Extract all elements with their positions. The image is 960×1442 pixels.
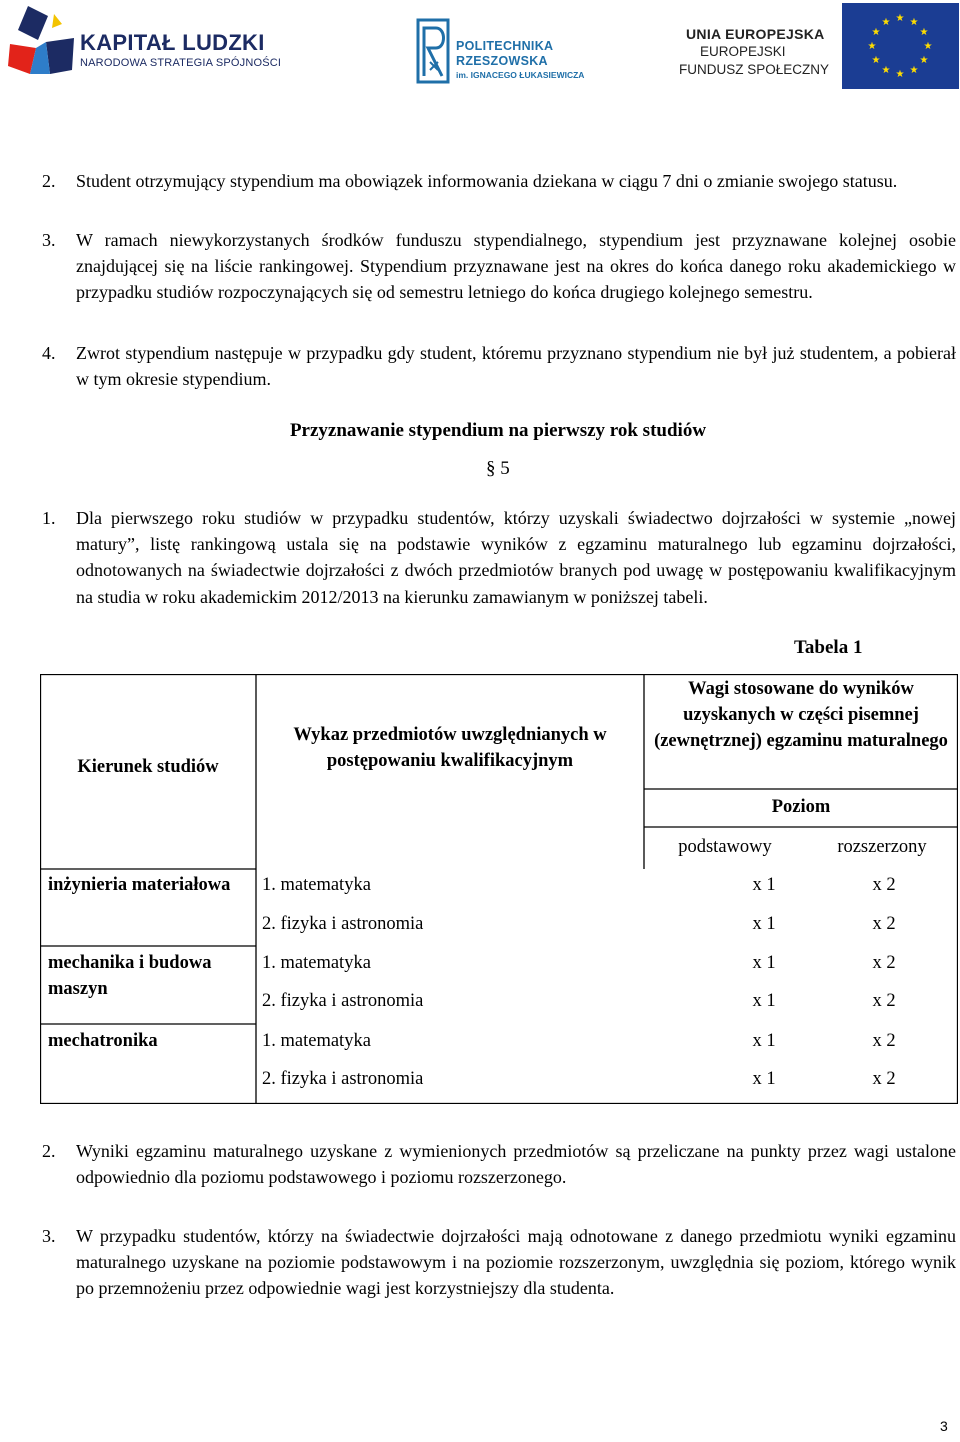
table-row-basic: x 1: [752, 953, 776, 973]
svg-text:★: ★: [923, 41, 933, 52]
table-row-extended: x 2: [872, 875, 896, 895]
table-row-field: mechanika i budowa maszyn: [48, 953, 212, 999]
table-row-extended: x 2: [872, 1031, 896, 1051]
kapital-ludzki-subtitle: NARODOWA STRATEGIA SPÓJNOŚCI: [80, 57, 282, 69]
kapital-ludzki-name: KAPITAŁ LUDZKI: [80, 30, 265, 55]
table-row-subject: 2. fizyka i astronomia: [262, 991, 424, 1011]
header-weights: Wagi stosowane do wyników uzyskanych w części pisemnej (zewnętrznej) egzaminu maturalnego: [654, 679, 948, 751]
svg-text:★: ★: [871, 55, 881, 66]
paragraph-2: [42, 168, 956, 194]
paragraph-text: W ramach niewykorzystanych środków funduszu stypendialnego, stypendium jest przyznawane kolejnej osobie znajdującej się na liście rankingowej. Stypendium przyznawane jest na okres do końca danego roku akademickiego w przypadku studiów rozpoczynających się od semestru letniego do końca drugiego kolejnego semestru.: [76, 230, 956, 303]
table-row-field: mechatronika: [48, 1031, 158, 1051]
table-row-subject: 2. fizyka i astronomia: [262, 914, 424, 934]
paragraph-5-3: [42, 1223, 956, 1302]
table-row-extended: x 2: [872, 1069, 896, 1089]
table-row-field: inżynieria materiałowa: [48, 875, 231, 895]
paragraph-5-1: [42, 505, 956, 610]
page-number: 3: [940, 1418, 948, 1434]
svg-text:★: ★: [909, 17, 919, 28]
paragraph-3: [42, 227, 956, 306]
table-label: Tabela 1: [794, 637, 863, 658]
paragraph-number: 3.: [42, 230, 56, 250]
section-heading: Przyznawanie stypendium na pierwszy rok studiów: [289, 420, 707, 441]
table-row-extended: x 2: [872, 953, 896, 973]
paragraph-number: 2.: [42, 1141, 56, 1161]
eu-flag-icon: [842, 3, 959, 89]
paragraph-number: 2.: [42, 171, 56, 191]
table-row-subject: 1. matematyka: [262, 953, 371, 973]
svg-text:★: ★: [871, 27, 881, 38]
svg-text:★: ★: [881, 65, 891, 76]
svg-text:★: ★: [895, 69, 905, 80]
paragraph-text: Zwrot stypendium następuje w przypadku gdy student, któremu przyznano stypendium nie był już studentem, a pobierał w tym okresie stypendium.: [76, 343, 956, 390]
table-row-basic: x 1: [752, 875, 776, 895]
paragraph-text: Wyniki egzaminu maturalnego uzyskane z wymienionych przedmiotów są przeliczane na punkty przez wagi ustalone odpowiednio dla poziomu podstawowego i poziomu rozszerzonego.: [76, 1141, 956, 1188]
header-extended: rozszerzony: [837, 837, 927, 857]
paragraph-number: 4.: [42, 343, 56, 363]
paragraph-number: 1.: [42, 508, 56, 528]
paragraph-4: [42, 340, 956, 392]
header-level: Poziom: [771, 797, 831, 817]
table-row-basic: x 1: [752, 914, 776, 934]
svg-text:★: ★: [919, 55, 929, 66]
paragraph-text: Dla pierwszego roku studiów w przypadku studentów, którzy uzyskali świadectwo dojrzałości w systemie „nowej matury”, listę rankingową ustala się na podstawie wyników z egzaminu maturalnego lub egzaminu dojrzałości, odnotowanych na świadectwie dojrzałości z dwóch przedmiotów branych pod uwagę w postępowaniu kwalifikacyjnym na studia w roku akademickim 2012/2013 na kierunku zamawianym w poniższej tabeli.: [76, 508, 956, 607]
svg-text:★: ★: [867, 41, 877, 52]
ue-line-3: FUNDUSZ SPOŁECZNY: [679, 62, 830, 77]
svg-text:★: ★: [895, 13, 905, 24]
paragraph-mark: § 5: [486, 458, 510, 479]
table-row-basic: x 1: [752, 1031, 776, 1051]
svg-text:★: ★: [909, 65, 919, 76]
paragraph-text: W przypadku studentów, którzy na świadectwie dojrzałości mają odnotowane z danego przedmiotu wyniki egzaminu maturalnego uzyskane na poziomie podstawowym i na poziomie rozszerzonym, uwzględnia się poziom, którego wynik po przemnożeniu przez odpowiednie wagi jest korzystniejszy dla studenta.: [76, 1226, 956, 1299]
header-subjects: Wykaz przedmiotów uwzględnianych w postępowaniu kwalifikacyjnym: [293, 725, 607, 771]
table-row-basic: x 1: [752, 991, 776, 1011]
header-field: Kierunek studiów: [77, 757, 219, 777]
ue-line-1: UNIA EUROPEJSKA: [686, 26, 825, 42]
table-row-subject: 1. matematyka: [262, 875, 371, 895]
paragraph-number: 3.: [42, 1226, 56, 1246]
politechnika-line-3: im. IGNACEGO ŁUKASIEWICZA: [456, 70, 585, 80]
ue-line-2: EUROPEJSKI: [700, 44, 786, 59]
svg-text:★: ★: [881, 17, 891, 28]
paragraph-text: Student otrzymujący stypendium ma obowiązek informowania dziekana w ciągu 7 dni o zmianie swojego statusu.: [76, 171, 898, 191]
header-basic: podstawowy: [678, 837, 772, 857]
weights-table: [40, 674, 958, 1104]
svg-text:★: ★: [919, 27, 929, 38]
politechnika-line-2: RZESZOWSKA: [456, 54, 548, 68]
paragraph-5-2: [42, 1138, 956, 1190]
table-row-extended: x 2: [872, 914, 896, 934]
table-row-subject: 2. fizyka i astronomia: [262, 1069, 424, 1089]
table-row-extended: x 2: [872, 991, 896, 1011]
politechnika-line-1: POLITECHNIKA: [456, 39, 554, 53]
table-row-basic: x 1: [752, 1069, 776, 1089]
table-row-subject: 1. matematyka: [262, 1031, 371, 1051]
